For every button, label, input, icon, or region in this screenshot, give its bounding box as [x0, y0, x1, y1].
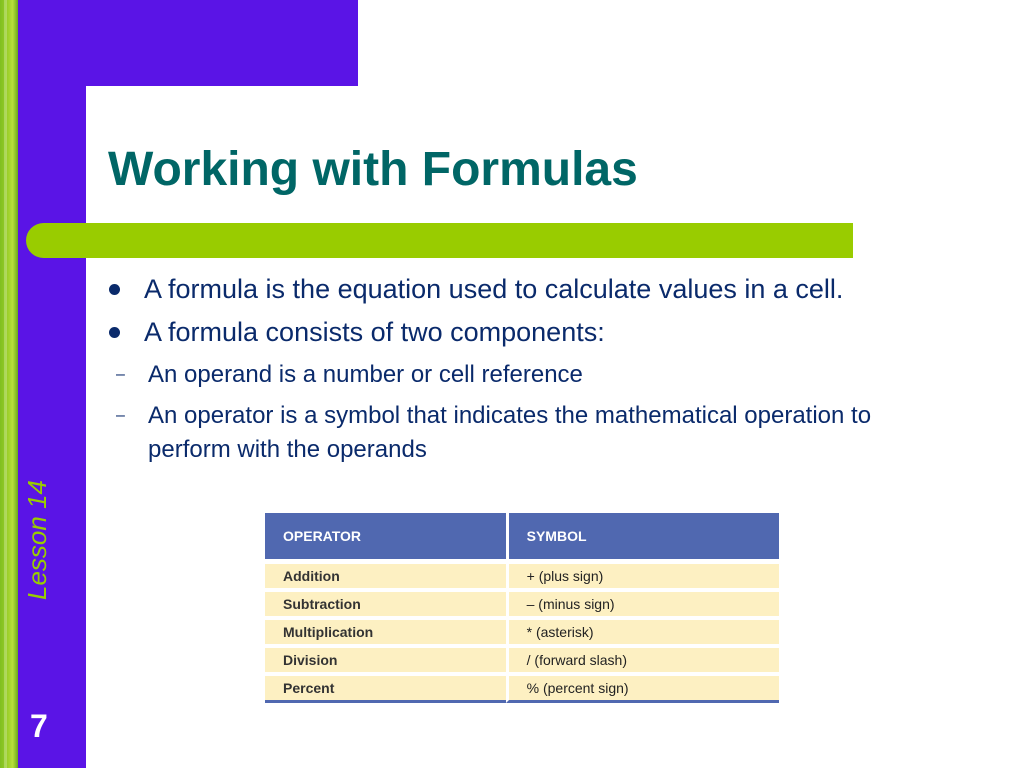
- bullet-dot-icon: [109, 327, 120, 338]
- table-row: [265, 616, 779, 644]
- slide-title: Working with Formulas: [108, 143, 638, 196]
- bullet-list: [104, 272, 904, 474]
- green-divider-band: [26, 223, 853, 258]
- symbol-cell: / (forward slash): [506, 644, 779, 672]
- operator-cell: Division: [265, 644, 506, 672]
- bullet-dot-icon: [109, 284, 120, 295]
- bullet-text: A formula is the equation used to calculate values in a cell.: [144, 274, 844, 304]
- sub-bullet-item: [104, 358, 904, 392]
- table-header-row: [265, 513, 779, 559]
- page-number: 7: [30, 708, 48, 744]
- table-row: [265, 588, 779, 616]
- green-edge-stripe: [0, 0, 18, 768]
- dash-icon: –: [116, 366, 125, 383]
- symbol-cell: % (percent sign): [506, 672, 779, 703]
- table-row: [265, 644, 779, 672]
- symbol-cell: – (minus sign): [506, 588, 779, 616]
- top-purple-band: [0, 0, 358, 86]
- dash-icon: –: [116, 407, 125, 424]
- symbol-cell: + (plus sign): [506, 559, 779, 588]
- operator-cell: Subtraction: [265, 588, 506, 616]
- bullet-item: [104, 272, 904, 306]
- symbol-cell: * (asterisk): [506, 616, 779, 644]
- sub-bullet-list: [104, 358, 904, 467]
- sub-bullet-item: [104, 399, 904, 467]
- operator-cell: Addition: [265, 559, 506, 588]
- operator-cell: Multiplication: [265, 616, 506, 644]
- sub-bullet-text: An operator is a symbol that indicates the mathematical operation to perform with the operands: [148, 402, 872, 463]
- sub-bullet-text: An operand is a number or cell reference: [148, 361, 583, 388]
- header-symbol: SYMBOL: [506, 513, 779, 559]
- table-row: [265, 559, 779, 588]
- header-operator: OPERATOR: [265, 513, 506, 559]
- sub-bullet-group: [104, 358, 904, 467]
- operator-cell: Percent: [265, 672, 506, 703]
- bullet-item: [104, 315, 904, 349]
- operators-table: [265, 513, 779, 703]
- bullet-text: A formula consists of two components:: [144, 317, 605, 347]
- lesson-label: Lesson 14: [22, 480, 52, 600]
- table-row: [265, 672, 779, 703]
